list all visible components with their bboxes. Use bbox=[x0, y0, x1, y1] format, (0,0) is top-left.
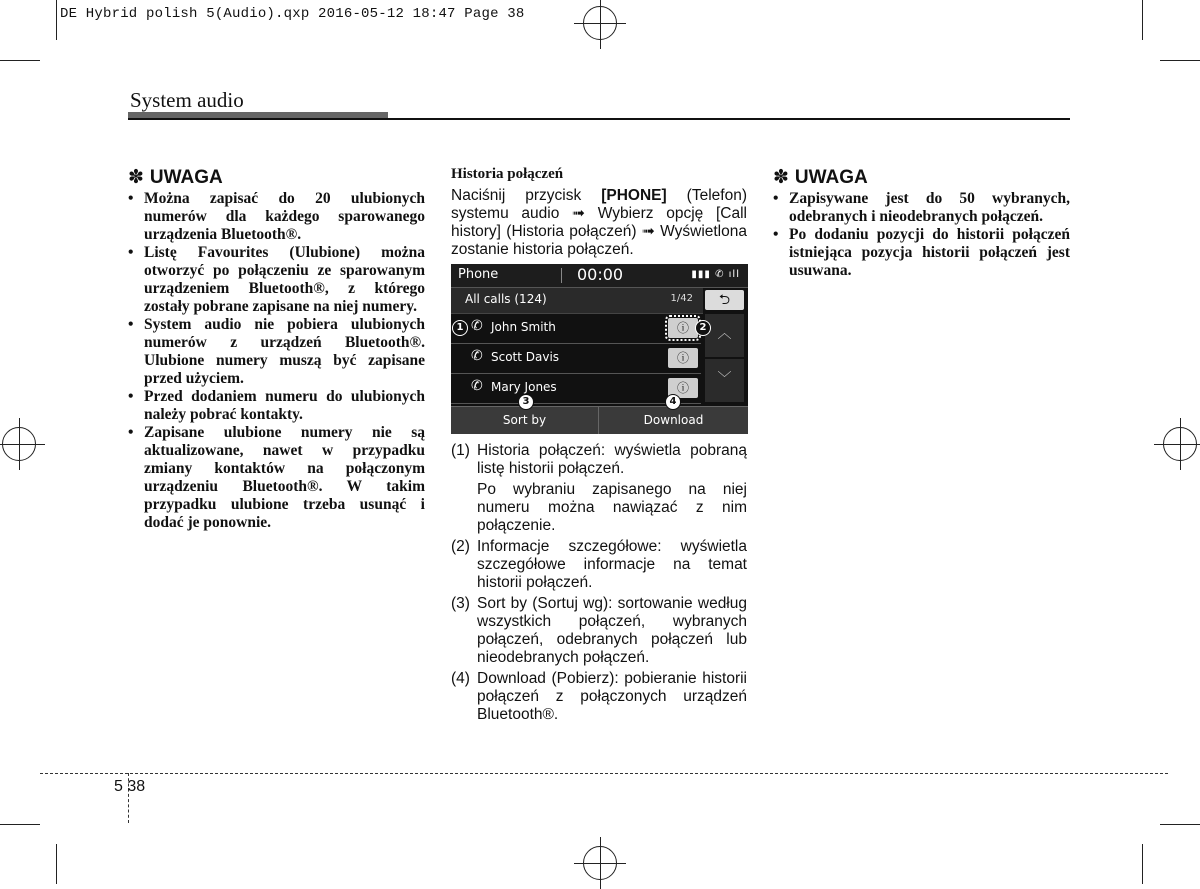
download-button[interactable]: Download bbox=[599, 406, 748, 434]
file-slug: DE Hybrid polish 5(Audio).qxp 2016-05-12 18:47 Page 38 bbox=[60, 6, 525, 22]
callout-badge: 2 bbox=[695, 320, 711, 336]
definition-list bbox=[451, 442, 747, 727]
phone-icon: ✆ bbox=[471, 348, 483, 364]
registration-mark bbox=[2, 427, 36, 461]
left-note-title-text: UWAGA bbox=[149, 167, 223, 188]
asterisk-icon: ✽ bbox=[128, 167, 144, 188]
crop-mark bbox=[56, 844, 57, 884]
info-icon[interactable]: ⓘ bbox=[668, 318, 698, 338]
sort-by-button[interactable]: Sort by bbox=[451, 406, 599, 434]
section-title: Historia połączeń bbox=[451, 166, 564, 182]
list-item: • System audio nie pobiera ulubionych numerów z urządzeń Bluetooth®. Ulubione numery muszą być zapisane przed użyciem. bbox=[128, 316, 425, 388]
right-note-title bbox=[773, 166, 868, 189]
call-list-item[interactable] bbox=[451, 344, 701, 374]
crop-mark bbox=[1160, 60, 1200, 61]
definition-text: Informacje szczegółowe: wyświetla szczegółowe informacje na temat historii połączeń. bbox=[477, 538, 747, 591]
call-list-item[interactable] bbox=[451, 314, 701, 344]
crop-mark bbox=[1142, 844, 1143, 884]
app-label: Phone bbox=[458, 267, 499, 282]
definition-item bbox=[451, 670, 747, 724]
intro-text: (Telefon) systemu audio ➟ Wybierz opcję [Call history] (Historia połączeń) ➟ Wyświetlona zostanie historia połączeń. bbox=[451, 187, 747, 258]
all-calls-label[interactable]: All calls (124) bbox=[465, 292, 547, 306]
scroll-up-icon[interactable]: ︿ bbox=[705, 314, 744, 357]
definition-item bbox=[451, 538, 747, 592]
definition-item bbox=[451, 595, 747, 667]
definition-number: (3) bbox=[451, 595, 470, 612]
clock: 00:00 bbox=[577, 265, 624, 284]
definition-text: Sort by (Sortuj wg): sortowanie według wszystkich połączeń, wybranych połączeń, odebranych połączeń lub nieodebranych połączeń. bbox=[477, 595, 747, 666]
definition-number: (4) bbox=[451, 670, 470, 687]
callout-badge: 3 bbox=[518, 394, 534, 410]
crop-mark bbox=[0, 60, 40, 61]
footer-rule bbox=[40, 773, 1168, 774]
definition-number: (2) bbox=[451, 538, 470, 555]
crop-mark bbox=[56, 0, 57, 40]
callout-badge: 4 bbox=[665, 394, 681, 410]
list-item: • Zapisywane jest do 50 wybranych, odebranych i nieodebranych połączeń. bbox=[773, 190, 1070, 226]
list-item: • Zapisane ulubione numery nie są aktualizowane, nawet w przypadku zmiany kontaktów na połączonym urządzeniu Bluetooth®. W takim przypadku ulubione trzeba usunąć i dodać je ponownie. bbox=[128, 424, 425, 532]
list-item: • Listę Favourites (Ulubione) można otworzyć po połączeniu ze sparowanym urządzeniem Bluetooth®, z którego zostały pobrane zapisane na niej numery. bbox=[128, 244, 425, 316]
crop-mark bbox=[0, 824, 40, 825]
phone-icon: ✆ bbox=[471, 378, 483, 394]
page-indicator: 1/42 bbox=[670, 293, 693, 304]
info-icon[interactable]: ⓘ bbox=[668, 348, 698, 368]
screen-status-bar bbox=[451, 264, 748, 288]
contact-name: Mary Jones bbox=[491, 380, 557, 394]
intro-text: Naciśnij przycisk bbox=[451, 187, 602, 204]
list-item: • Po dodaniu pozycji do historii połączeń istniejąca pozycja historii połączeń jest usuwana. bbox=[773, 226, 1070, 280]
registration-mark bbox=[1163, 427, 1197, 461]
list-header bbox=[451, 288, 703, 314]
call-list-item[interactable] bbox=[451, 374, 701, 404]
registration-mark bbox=[583, 6, 617, 40]
asterisk-icon: ✽ bbox=[773, 167, 789, 188]
phone-screen bbox=[451, 264, 748, 434]
definition-text: Historia połączeń: wyświetla pobraną listę historii połączeń. bbox=[477, 442, 747, 477]
definition-text: Download (Pobierz): pobieranie historii połączeń z połączonych urządzeń Bluetooth®. bbox=[477, 670, 747, 723]
right-note-list bbox=[773, 190, 1070, 280]
list-item: • Można zapisać do 20 ulubionych numerów dla każdego sparowanego urządzenia Bluetooth®. bbox=[128, 190, 425, 244]
page-number: 5 38 bbox=[114, 778, 146, 795]
left-note-list bbox=[128, 190, 425, 532]
status-icons: ▮▮▮ ✆ ıll bbox=[691, 269, 740, 280]
definition-text: Po wybraniu zapisanego na niej numeru można nawiązać z nim połączenie. bbox=[477, 481, 747, 534]
phone-key-label: [PHONE] bbox=[601, 187, 667, 204]
info-icon[interactable]: ⓘ bbox=[668, 378, 698, 398]
phone-icon: ✆ bbox=[471, 318, 483, 334]
back-icon[interactable]: ⮌ bbox=[705, 290, 744, 310]
page-title: System audio bbox=[130, 88, 244, 112]
list-item: • Przed dodaniem numeru do ulubionych należy pobrać kontakty. bbox=[128, 388, 425, 424]
right-note-title-text: UWAGA bbox=[794, 167, 868, 188]
contact-name: John Smith bbox=[491, 320, 556, 334]
divider bbox=[561, 268, 562, 283]
definition-number: (1) bbox=[451, 442, 470, 459]
crop-mark bbox=[1160, 824, 1200, 825]
scroll-down-icon[interactable]: ﹀ bbox=[705, 359, 744, 402]
header-rule bbox=[128, 118, 1070, 120]
contact-name: Scott Davis bbox=[491, 350, 560, 364]
left-note-title bbox=[128, 166, 223, 189]
registration-mark bbox=[583, 846, 617, 880]
callout-badge: 1 bbox=[452, 320, 468, 336]
crop-mark bbox=[1142, 0, 1143, 40]
intro-paragraph bbox=[451, 187, 747, 259]
definition-item bbox=[451, 442, 747, 535]
